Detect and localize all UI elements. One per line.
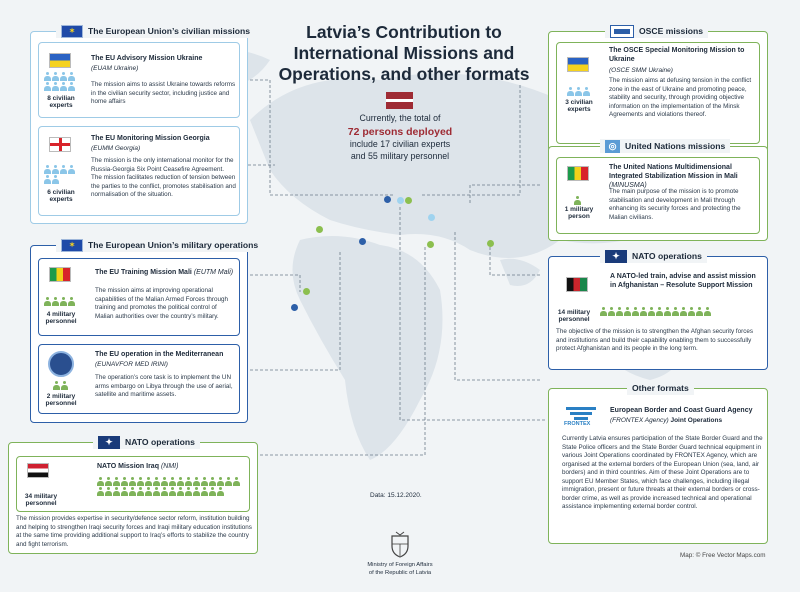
- euam-title: The EU Advisory Mission Ukraine: [91, 55, 203, 62]
- nmi-count: 34 military personnel: [24, 493, 58, 508]
- map-marker-afghanistan: [487, 240, 494, 247]
- military-person-icon: [105, 477, 112, 486]
- military-person-icon: [696, 307, 703, 316]
- irini-card: [38, 344, 240, 414]
- osce-card: [556, 42, 760, 144]
- map-marker-mali-eutm: [291, 304, 298, 311]
- military-person-icon: [113, 477, 120, 486]
- military-person-icon: [600, 307, 607, 316]
- civilian-person-icon: [52, 82, 59, 91]
- nmi-title: [97, 463, 247, 472]
- military-person-icon: [201, 477, 208, 486]
- osce-count: 3 civilian experts: [565, 99, 593, 114]
- nato-flag-icon: ✦: [605, 250, 627, 263]
- eumm-description: The mission is the only international monitor for the Russia-Georgia Six Point Ceasefire Agreement. The mission facilitates reduction of tension between the parties to the conflict, promotes stabilisation and normalisation of the situation.: [91, 157, 236, 198]
- civilian-person-icon: [52, 72, 59, 81]
- civilian-person-icon: [567, 87, 574, 96]
- summary-intro: Currently, the total of: [359, 113, 441, 123]
- osce-logo-icon: [610, 25, 634, 38]
- map-marker-eu: [384, 196, 391, 203]
- euam-card: [38, 42, 240, 118]
- minusma-card: [556, 157, 760, 234]
- military-person-icon: [680, 307, 687, 316]
- map-marker-irini: [359, 238, 366, 245]
- military-person-icon: [105, 487, 112, 496]
- ministry-line1: Ministry of Foreign Affairs: [367, 562, 433, 568]
- osce-abbr: (OSCE SMM Ukraine): [609, 67, 673, 74]
- afghanistan-flag-icon: [566, 277, 588, 292]
- ministry-line2: of the Republic of Latvia: [368, 569, 432, 576]
- nmi-description: The mission provides expertise in security/defence sector reform, institution building and helping to strengthen Iraqi security forces and Iraqi military education institutions at the same time providing additional support to Iraq’s efforts to stabilize the country and fight terrorism.: [16, 515, 252, 548]
- latvia-coat-of-arms-icon: [388, 530, 412, 558]
- military-person-icon: [233, 477, 240, 486]
- rsm-people: [600, 307, 750, 316]
- un-people: [574, 196, 584, 205]
- ministry-credit: [350, 562, 450, 577]
- nato-flag-icon: ✦: [98, 436, 120, 449]
- mali-flag-icon: [567, 166, 589, 181]
- iraq-flag-icon: [27, 463, 49, 478]
- civilian-person-icon: [52, 165, 59, 174]
- eu-flag-icon: ✶: [61, 239, 83, 252]
- frontex-title: European Border and Coast Guard Agency: [610, 407, 753, 414]
- eutm-card: [38, 258, 240, 336]
- military-person-icon: [121, 487, 128, 496]
- minusma-abbr: (MINUSMA): [609, 181, 647, 189]
- military-person-icon: [137, 487, 144, 496]
- map-marker-osce: [405, 197, 412, 204]
- section-title: OSCE missions: [639, 26, 703, 36]
- nmi-title-text: NATO Mission Iraq: [97, 463, 159, 470]
- military-person-icon: [616, 307, 623, 316]
- irini-emblem-icon: [48, 351, 74, 377]
- military-person-icon: [53, 381, 60, 390]
- civilian-person-icon: [44, 165, 51, 174]
- military-person-icon: [153, 487, 160, 496]
- nmi-abbr: (NMI): [160, 463, 179, 470]
- military-person-icon: [648, 307, 655, 316]
- eumm-title: The EU Monitoring Mission Georgia: [91, 135, 210, 142]
- rsm-title: A NATO-led train, advise and assist mission in Afghanistan – Resolute Support Mission: [610, 273, 756, 289]
- irini-title: The EU operation in the Mediterranean: [95, 351, 224, 358]
- section-title: The European Union’s military operations: [88, 240, 259, 250]
- rsm-count: 14 military personnel: [557, 309, 591, 324]
- military-person-icon: [44, 297, 51, 306]
- un-count: 1 military person: [564, 206, 594, 221]
- civilian-person-icon: [68, 72, 75, 81]
- un-header: [600, 139, 730, 153]
- frontex-description: Currently Latvia ensures participation of the State Border Guard and the State Police officers and the State Border Guard technical equipment in various Joint Operations coordinated by FRONTEX Agency, which are organised at the external borders of the European Union (sea, land, air borders) and in third countries. Aim of these Joint Operations are to support EU Member States, which face challenges, including illegal immigration, present or future threats at their external borders or cross-border crime, as well as provide increased technical and operational assistance implementing external border control.: [562, 435, 763, 510]
- frontex-logo-text: FRONTEX: [564, 421, 591, 427]
- military-person-icon: [61, 381, 68, 390]
- civilian-person-icon: [583, 87, 590, 96]
- military-person-icon: [574, 196, 581, 205]
- minusma-title-text: The United Nations Multidimensional Integrated Stabilization Mission in Mali: [609, 164, 738, 180]
- summary-civil: include 17 civilian experts: [349, 139, 451, 150]
- other-header: [627, 381, 694, 395]
- section-title: NATO operations: [632, 251, 702, 261]
- military-person-icon: [225, 477, 232, 486]
- military-person-icon: [145, 487, 152, 496]
- eu-flag-icon: ✶: [61, 25, 83, 38]
- military-person-icon: [640, 307, 647, 316]
- civilian-person-icon: [68, 82, 75, 91]
- military-person-icon: [145, 477, 152, 486]
- deployment-summary: [300, 113, 500, 163]
- military-person-icon: [185, 487, 192, 496]
- frontex-logo-icon: [566, 405, 596, 422]
- civilian-person-icon: [60, 82, 67, 91]
- georgia-flag-icon: [49, 137, 71, 152]
- ukraine-flag-icon: [49, 53, 71, 68]
- military-person-icon: [97, 477, 104, 486]
- osce-title: The OSCE Special Monitoring Mission to Ukraine: [609, 47, 745, 63]
- section-title: United Nations missions: [625, 141, 726, 151]
- frontex-abbr: [610, 417, 722, 425]
- page-title: Latvia’s Contribution to International Missions and Operations, and other formats: [278, 22, 530, 84]
- osce-header: [605, 24, 708, 38]
- nato-afghan-header: [600, 249, 707, 263]
- military-person-icon: [161, 477, 168, 486]
- military-person-icon: [177, 477, 184, 486]
- section-title: NATO operations: [125, 437, 195, 447]
- euam-abbr: (EUAM Ukraine): [91, 65, 139, 72]
- eumm-abbr: (EUMM Georgia): [91, 145, 141, 152]
- military-person-icon: [129, 487, 136, 496]
- osce-people: [567, 87, 595, 96]
- military-person-icon: [193, 487, 200, 496]
- civilian-person-icon: [44, 72, 51, 81]
- military-person-icon: [60, 297, 67, 306]
- section-title: Other formats: [632, 383, 689, 393]
- irini-description: The operation’s core task is to implement the UN arms embargo on Libya through the use of aerial, satellite and maritime assets.: [95, 374, 233, 398]
- military-person-icon: [656, 307, 663, 316]
- military-person-icon: [704, 307, 711, 316]
- eumm-people: [44, 165, 79, 184]
- military-person-icon: [129, 477, 136, 486]
- data-date: Data: 15.12.2020.: [370, 492, 422, 499]
- military-person-icon: [169, 487, 176, 496]
- civilian-person-icon: [60, 72, 67, 81]
- military-person-icon: [632, 307, 639, 316]
- map-marker-georgia: [428, 214, 435, 221]
- civilian-person-icon: [68, 165, 75, 174]
- section-title: The European Union’s civilian missions: [88, 26, 251, 36]
- military-person-icon: [201, 487, 208, 496]
- euam-count: 8 civilian experts: [47, 95, 75, 110]
- frontex-abbr-suffix: Joint Operations: [670, 417, 723, 424]
- nmi-card: [16, 456, 250, 512]
- map-marker-mali-un: [303, 288, 310, 295]
- military-person-icon: [161, 487, 168, 496]
- military-person-icon: [217, 477, 224, 486]
- eutm-description: The mission aims at improving operational capabilities of the Malian Armed Forces through training and promotes the political control of Malian authorities over the country’s military.: [95, 287, 229, 320]
- summary-total: 72 persons deployed: [347, 125, 453, 138]
- euam-people: [44, 72, 79, 91]
- eutm-people: [44, 297, 79, 306]
- civilian-person-icon: [60, 165, 67, 174]
- map-marker-nato-europe: [316, 226, 323, 233]
- eu-military-header: [56, 238, 263, 252]
- euam-description: The mission aims to assist Ukraine towards reforms in the civilian security sector, including justice and home affairs: [91, 81, 236, 105]
- civilian-person-icon: [44, 175, 51, 184]
- minusma-description: The main purpose of the mission is to promote stabilisation and development in Mali through enhancing its security forces and protecting the Malian civilians.: [609, 188, 741, 221]
- irini-abbr: (EUNAVFOR MED IRINI): [95, 361, 168, 368]
- military-person-icon: [193, 477, 200, 486]
- military-person-icon: [177, 487, 184, 496]
- eutm-title: [95, 269, 235, 278]
- eutm-count: 4 military personnel: [45, 311, 77, 326]
- map-marker-ukraine: [397, 197, 404, 204]
- military-person-icon: [121, 477, 128, 486]
- rsm-description: The objective of the mission is to strengthen the Afghan security forces and institutions and build their capability enabling them to successfully protect Afghanistan and its people in the long term.: [556, 328, 754, 352]
- map-marker-iraq: [427, 241, 434, 248]
- eutm-title-text: The EU Training Mission Mali: [95, 269, 192, 276]
- military-person-icon: [97, 487, 104, 496]
- irini-count: 2 military personnel: [45, 393, 77, 408]
- irini-people: [53, 381, 73, 390]
- military-person-icon: [672, 307, 679, 316]
- nato-iraq-header: [93, 435, 200, 449]
- minusma-title: [609, 164, 757, 190]
- military-person-icon: [664, 307, 671, 316]
- nmi-people: [97, 477, 247, 496]
- military-person-icon: [209, 477, 216, 486]
- osce-description: The mission aims at defusing tension in the conflict zone in the east of Ukraine and promoting peace, stability and security, through providing objective information on the implementation of the Minsk Agreements and violations thereof.: [609, 77, 752, 118]
- military-person-icon: [688, 307, 695, 316]
- military-person-icon: [113, 487, 120, 496]
- map-credit: Map: © Free Vector Maps.com: [680, 552, 766, 559]
- civilian-person-icon: [575, 87, 582, 96]
- frontex-abbr-text: (FRONTEX Agency): [610, 417, 669, 424]
- mali-flag-icon: [49, 267, 71, 282]
- latvia-flag-icon: [386, 92, 413, 109]
- ukraine-flag-icon: [567, 57, 589, 72]
- eu-civilian-header: [56, 24, 255, 38]
- military-person-icon: [68, 297, 75, 306]
- eutm-abbr: (EUTM Mali): [193, 269, 234, 276]
- eumm-count: 6 civilian experts: [47, 189, 75, 204]
- military-person-icon: [624, 307, 631, 316]
- military-person-icon: [169, 477, 176, 486]
- military-person-icon: [608, 307, 615, 316]
- un-flag-icon: ◎: [605, 140, 620, 153]
- military-person-icon: [209, 487, 216, 496]
- military-person-icon: [137, 477, 144, 486]
- military-person-icon: [153, 477, 160, 486]
- military-person-icon: [185, 477, 192, 486]
- military-person-icon: [52, 297, 59, 306]
- civilian-person-icon: [52, 175, 59, 184]
- summary-military: and 55 military personnel: [350, 150, 450, 161]
- civilian-person-icon: [44, 82, 51, 91]
- eumm-card: [38, 126, 240, 216]
- military-person-icon: [217, 487, 224, 496]
